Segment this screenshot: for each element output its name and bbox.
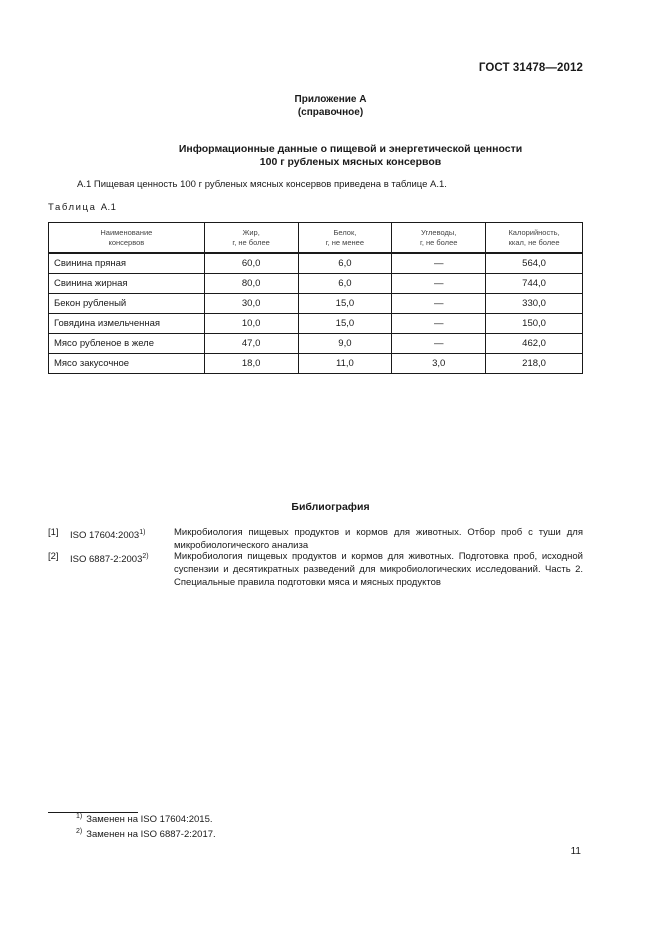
page-title [20, 143, 661, 169]
cell-carbs: — [392, 274, 486, 294]
header-protein: Белок, г, не менее [298, 223, 392, 254]
footnote [76, 813, 213, 825]
bib-text: Микробиология пищевых продуктов и кормов для животных. Отбор проб с туши для микробиологического анализа [174, 527, 583, 551]
bib-text: Микробиология пищевых продуктов и кормов для животных. Подготовка проб, исходной суспензии и десятикратных разведений для микробиологических исследований. Часть 2. Специальные правила подготовки мяса и мясных продуктов [174, 551, 583, 588]
cell-calories: 744,0 [486, 274, 583, 294]
annex-subtitle: (справочное) [297, 107, 364, 118]
cell-calories: 218,0 [486, 354, 583, 374]
cell-carbs: 3,0 [392, 354, 486, 374]
page-title-line-2: 100 г рубленых мясных консервов [259, 156, 442, 168]
header-carbs: Углеводы, г, не более [392, 223, 486, 254]
table-row [49, 294, 583, 314]
cell-protein: 6,0 [298, 253, 392, 274]
cell-name: Бекон рубленый [49, 294, 205, 314]
cell-name: Свинина жирная [49, 274, 205, 294]
footnote-mark: 2) [76, 828, 83, 835]
cell-calories: 150,0 [486, 314, 583, 334]
intro-paragraph: А.1 Пищевая ценность 100 г рубленых мясных консервов приведена в таблице А.1. [77, 179, 447, 190]
table-header-row [49, 223, 583, 254]
header-product-name: Наименование консервов [49, 223, 205, 254]
cell-calories: 462,0 [486, 334, 583, 354]
table-row [49, 314, 583, 334]
cell-name: Свинина пряная [49, 253, 205, 274]
cell-calories: 564,0 [486, 253, 583, 274]
annex-title: Приложение А [294, 94, 367, 105]
page-title-line-1: Информационные данные о пищевой и энергетической ценности [178, 143, 523, 155]
cell-fat: 30,0 [204, 294, 298, 314]
cell-protein: 6,0 [298, 274, 392, 294]
footnote-text: Заменен на ISO 6887-2:2017. [86, 829, 216, 841]
cell-carbs: — [392, 314, 486, 334]
cell-protein: 11,0 [298, 354, 392, 374]
bib-footnote-mark: 2) [142, 553, 149, 560]
cell-carbs: — [392, 253, 486, 274]
cell-protein: 15,0 [298, 294, 392, 314]
footnote-mark: 1) [76, 813, 83, 820]
cell-carbs: — [392, 294, 486, 314]
bib-footnote-mark: 1) [139, 529, 146, 536]
table-caption-word: Таблица [48, 202, 97, 213]
cell-protein: 9,0 [298, 334, 392, 354]
cell-name: Мясо закусочное [49, 354, 205, 374]
bib-code: ISO 6887-2:2003$^{2)}$ [70, 553, 149, 566]
cell-name: Мясо рубленое в желе [49, 334, 205, 354]
bibliography-title: Библиография [291, 501, 370, 513]
bib-number: [2] [48, 551, 59, 562]
table-row [49, 334, 583, 354]
cell-fat: 60,0 [204, 253, 298, 274]
header-calories: Калорийность, ккал, не более [486, 223, 583, 254]
cell-calories: 330,0 [486, 294, 583, 314]
document-code: ГОСТ 31478—2012 [478, 62, 583, 74]
footnote [76, 828, 216, 840]
header-fat: Жир, г, не более [204, 223, 298, 254]
table-caption-number: А.1 [100, 202, 117, 213]
table-row [49, 253, 583, 274]
bib-code: ISO 17604:2003$^{1)}$ [70, 529, 146, 542]
footnote-text: Заменен на ISO 17604:2015. [86, 814, 213, 826]
table-row [49, 354, 583, 374]
cell-fat: 10,0 [204, 314, 298, 334]
cell-fat: 47,0 [204, 334, 298, 354]
table-caption [48, 202, 116, 213]
cell-fat: 80,0 [204, 274, 298, 294]
annex-heading [0, 93, 661, 119]
cell-name: Говядина измельченная [49, 314, 205, 334]
cell-fat: 18,0 [204, 354, 298, 374]
page-number: 11 [570, 846, 581, 857]
cell-protein: 15,0 [298, 314, 392, 334]
table-row [49, 274, 583, 294]
nutrition-table [48, 222, 583, 374]
bib-number: [1] [48, 527, 59, 538]
cell-carbs: — [392, 334, 486, 354]
